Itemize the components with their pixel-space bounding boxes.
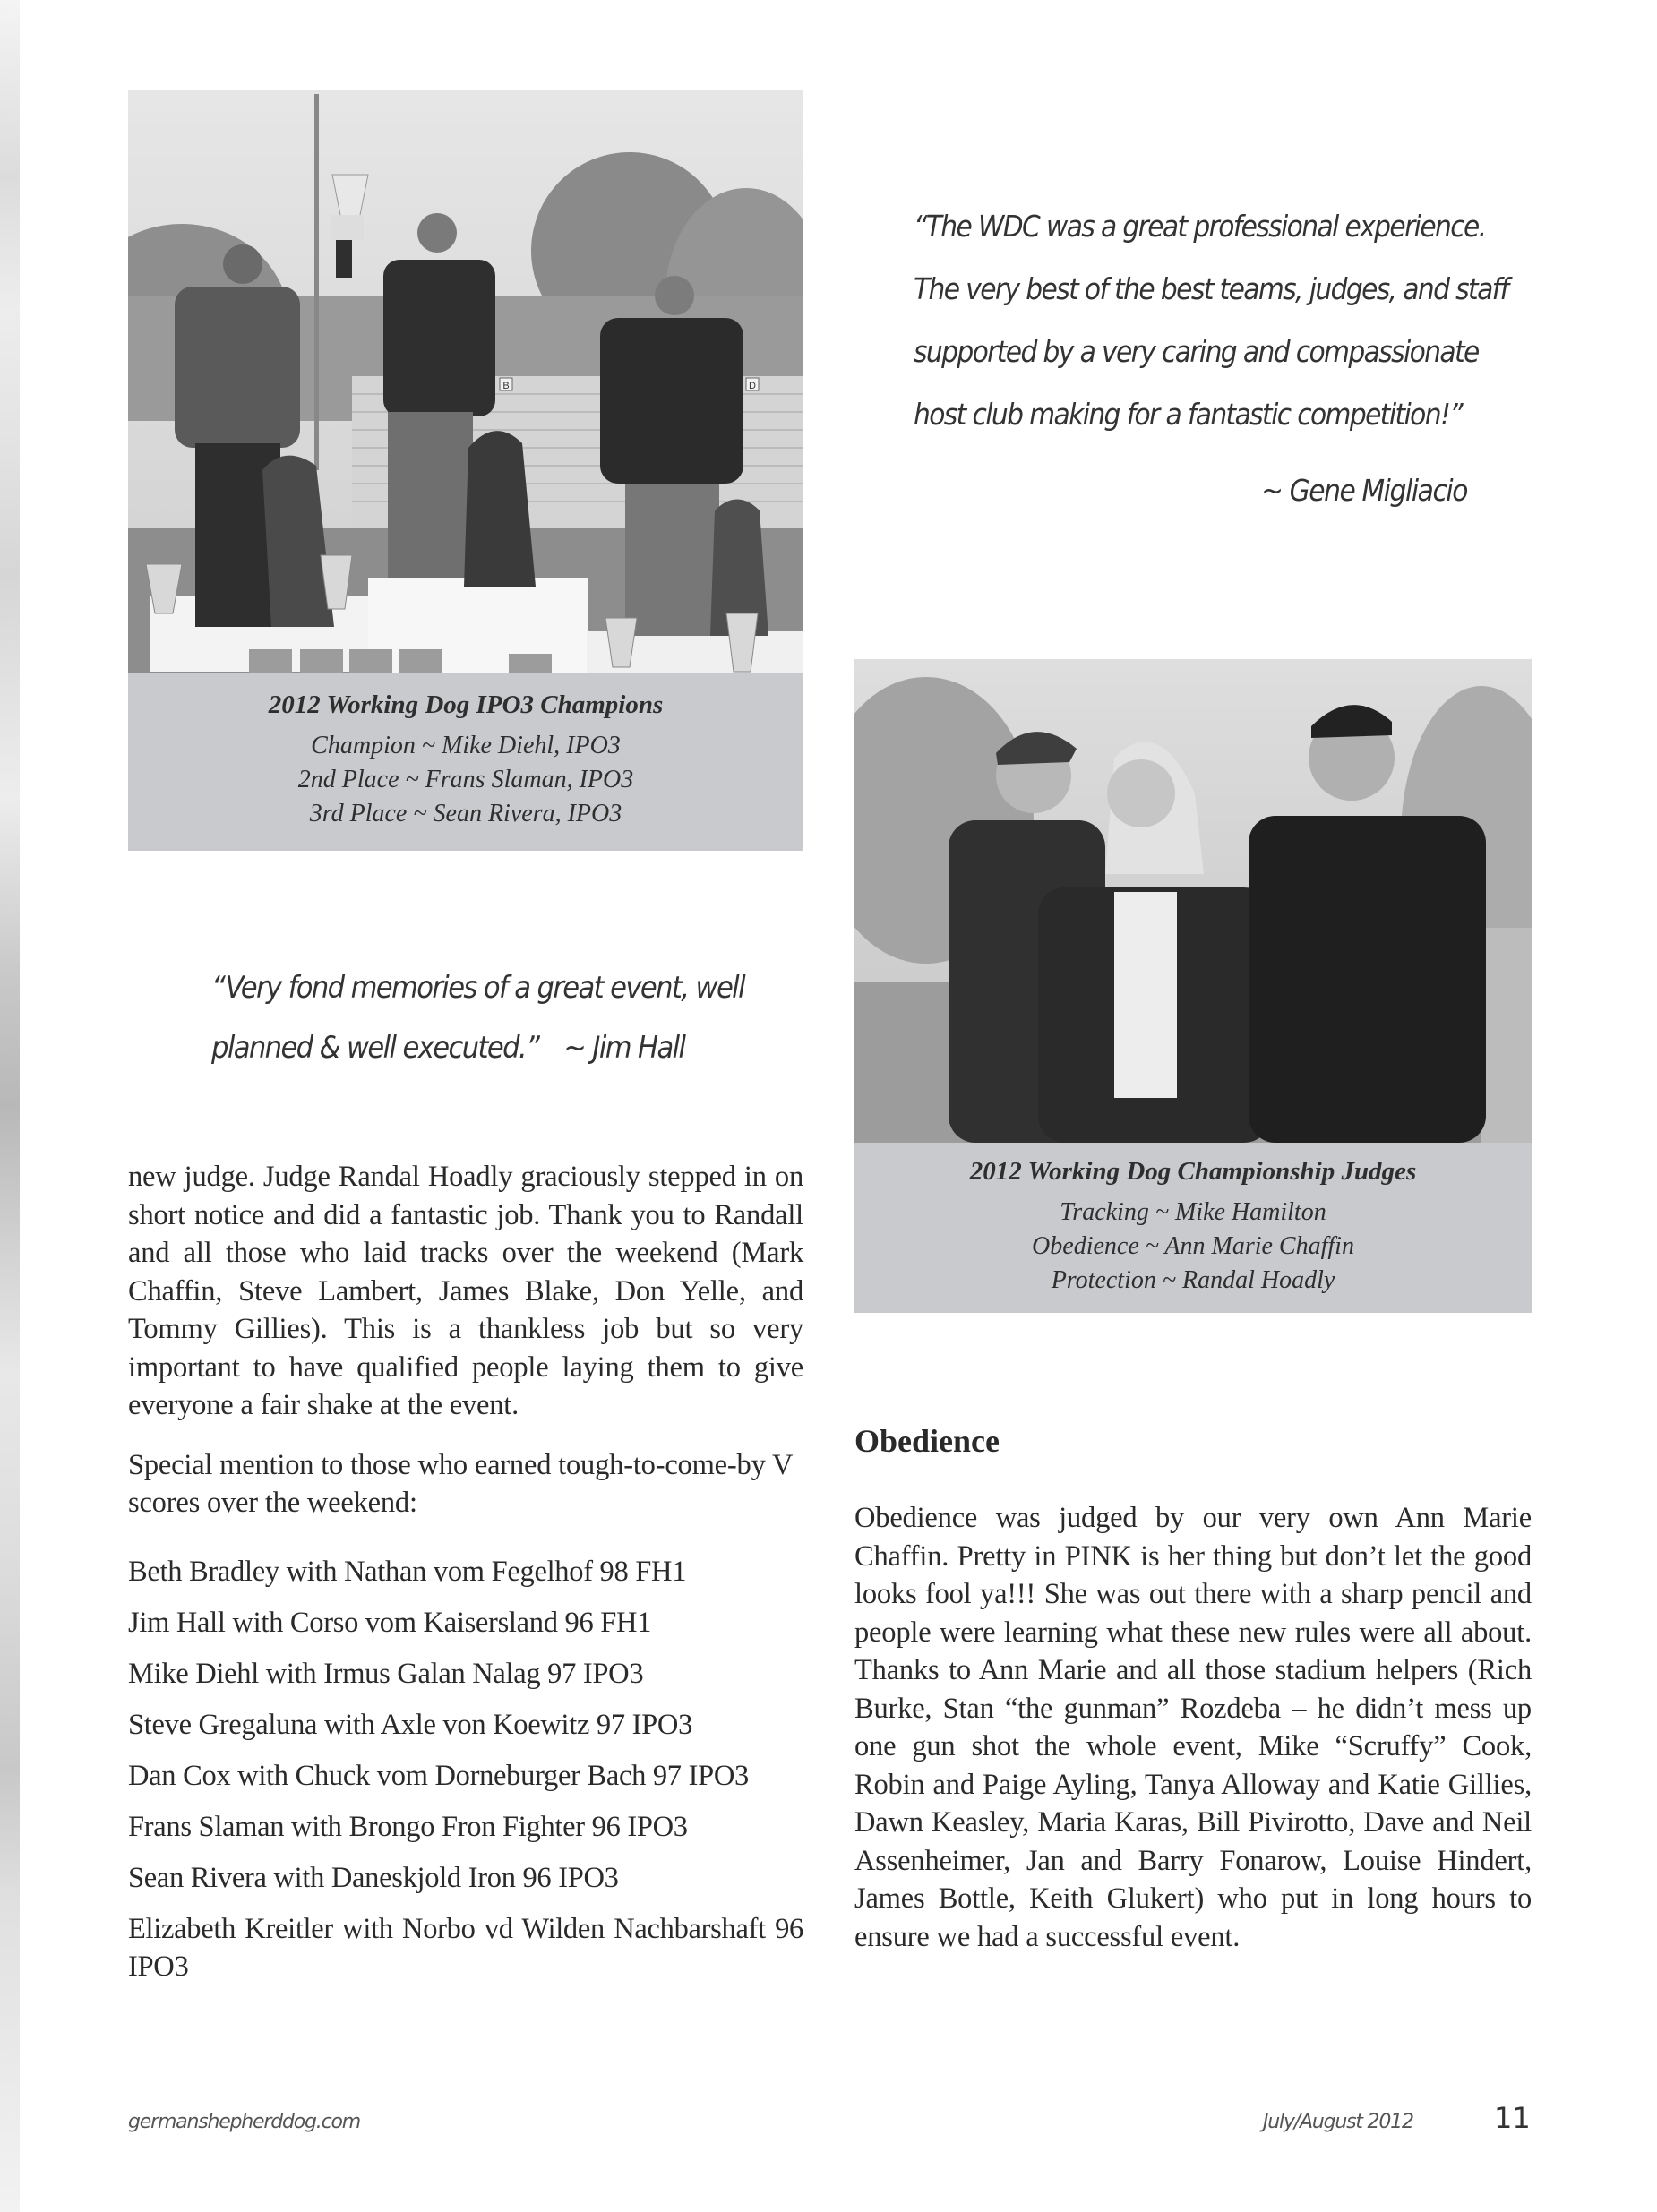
left-column-body: [128, 1158, 803, 1999]
quote-line: “Very fond memories of a great event, well: [211, 970, 744, 1006]
section-sign-b: B: [502, 381, 510, 391]
judges-caption-line: Protection ~ Randal Hoadly: [1051, 1266, 1335, 1294]
page-number: 11: [1494, 2101, 1531, 2135]
plaque: [399, 649, 442, 673]
quote-line: planned & well executed.”: [211, 1030, 539, 1066]
judges-caption-title: 2012 Working Dog Championship Judges: [969, 1157, 1417, 1186]
judges-caption: [854, 1143, 1532, 1313]
list-item: Frans Slaman with Brongo Fron Fighter 96 IPO3: [128, 1810, 688, 1843]
champions-photo-illustration: [128, 90, 803, 673]
judges-caption-line: Obedience ~ Ann Marie Chaffin: [1032, 1232, 1354, 1260]
quote-line: host club making for a fantastic competition!”: [914, 397, 1463, 432]
body-paragraph: Special mention to those who earned tough-to-come-by V scores over the weekend:: [128, 1448, 793, 1519]
footer-website: germanshepherddog.com: [128, 2111, 360, 2133]
list-item: Elizabeth Kreitler with Norbo vd Wilden Nachbarshaft 96 IPO3: [128, 1912, 803, 1983]
page-edge-bleed: [0, 0, 20, 2212]
champions-caption-line: 3rd Place ~ Sean Rivera, IPO3: [309, 800, 622, 827]
right-column-body: [854, 1499, 1532, 1956]
quote-line-with-attribution: [211, 1018, 767, 1078]
pull-quote-gene-migliacio: [914, 195, 1508, 508]
champions-photo: [128, 90, 803, 673]
judges-caption-line: Tracking ~ Mike Hamilton: [1060, 1198, 1326, 1226]
quote-line: supported by a very caring and compassionate: [914, 334, 1479, 369]
list-item: Dan Cox with Chuck vom Dorneburger Bach 97 IPO3: [128, 1759, 749, 1792]
pull-quote-jim-hall: [211, 958, 767, 1078]
list-item: Jim Hall with Corso vom Kaisersland 96 FH1: [128, 1606, 652, 1639]
judges-photo-illustration: [854, 659, 1532, 1143]
list-item: Sean Rivera with Daneskjold Iron 96 IPO3: [128, 1861, 619, 1894]
list-item: Steve Gregaluna with Axle von Koewitz 97 IPO3: [128, 1708, 693, 1741]
champions-caption-line: 2nd Place ~ Frans Slaman, IPO3: [297, 766, 634, 793]
quote-line: The very best of the best teams, judges, and staff: [914, 271, 1508, 306]
quote-attribution: ~ Jim Hall: [563, 1030, 685, 1066]
footer-issue-date: July/August 2012: [1263, 2111, 1413, 2133]
section-heading-obedience: Obedience: [854, 1423, 1000, 1459]
list-item: Mike Diehl with Irmus Galan Nalag 97 IPO3: [128, 1657, 644, 1690]
body-paragraph: Obedience was judged by our very own Ann Marie Chaffin. Pretty in PINK is her thing but don’t let the good looks fool ya!!! She was out there with a sharp pencil and people were learning what these new rules were all about. Thanks to Ann Marie and all those stadium helpers (Rich Burke, Stan “the gunman” Rozdeba – he didn’t mess up one gun shot the whole event, Mike “Scruffy” Cook, Robin and Paige Ayling, Tanya Alloway and Katie Gillies, Dawn Keasley, Maria Karas, Bill Pivirotto, Dave and Neil Assenheimer, Jan and Barry Fonarow, Louise Hindert, James Bottle, Keith Glukert) who put in long hours to ensure we had a successful event.: [854, 1502, 1532, 1953]
plaque: [249, 649, 292, 673]
champions-caption-title: 2012 Working Dog IPO3 Champions: [268, 690, 664, 719]
plaque: [509, 654, 552, 673]
list-item: Beth Bradley with Nathan vom Fegelhof 98 FH1: [128, 1555, 687, 1588]
body-paragraph: new judge. Judge Randal Hoadly graciously stepped in on short notice and did a fantastic job. Thank you to Randall and all those who laid tracks over the weekend (Mark Chaffin, Steve Lambert, James Blake, Don Yelle, and Tommy Gillies). This is a thankless job but so very important to have qualified people laying them to give everyone a fair shake at the event.: [128, 1161, 803, 1421]
judges-photo: [854, 659, 1532, 1143]
quote-attribution: ~ Gene Migliacio: [1261, 473, 1467, 508]
champions-caption-line: Champion ~ Mike Diehl, IPO3: [311, 732, 621, 759]
v-scores-list: [128, 1553, 803, 1985]
quote-line: “The WDC was a great professional experience.: [914, 209, 1486, 244]
plaque: [300, 649, 343, 673]
fence: [1481, 928, 1532, 1143]
champions-caption: [128, 673, 803, 851]
section-sign-d: D: [749, 381, 756, 391]
plaque: [349, 649, 392, 673]
